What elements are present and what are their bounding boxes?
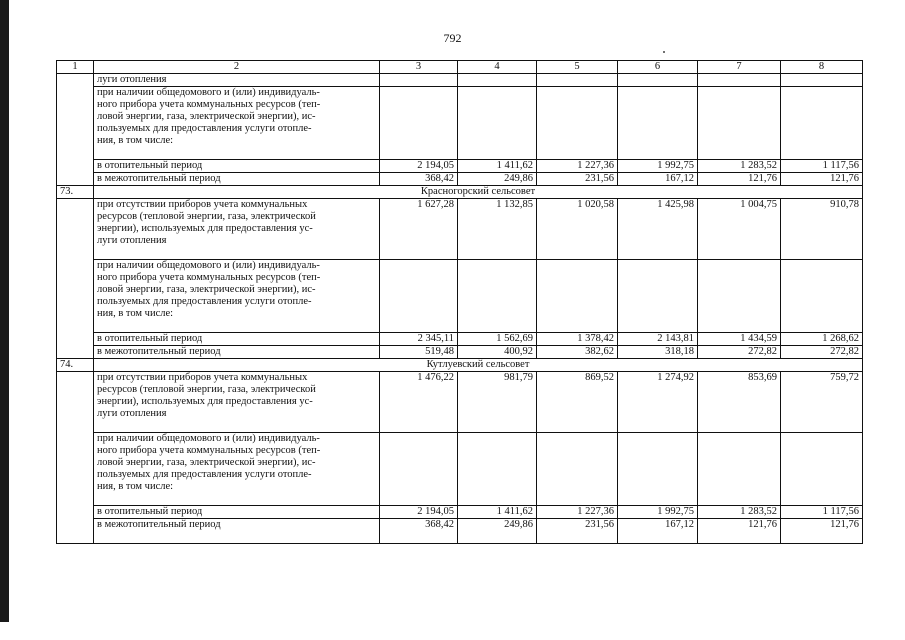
value-cell: 121,76 (698, 519, 781, 544)
row-label: в отопительный период (94, 160, 380, 173)
row-label: в отопительный период (94, 333, 380, 346)
section-title: Красногорский сельсовет (94, 186, 863, 199)
row-label: в отопительный период (94, 506, 380, 519)
table-row (57, 260, 863, 333)
column-header: 4 (458, 61, 537, 74)
value-cell: 1 227,36 (537, 160, 618, 173)
value-cell: 1 117,56 (781, 160, 863, 173)
table-row (57, 372, 863, 433)
value-cell: 231,56 (537, 519, 618, 544)
row-label: при наличии общедомового и (или) индивидуаль- ного прибора учета коммунальных ресурсов (теп- ловой энергии, газа, электрической энергии), ис- пользуемых для предоставления услуги отопле- ния, в том числе: (94, 433, 380, 506)
value-cell: 1 274,92 (618, 372, 698, 433)
value-cell: 1 132,85 (458, 199, 537, 260)
value-cell: 1 562,69 (458, 333, 537, 346)
value-cell: 1 283,52 (698, 160, 781, 173)
value-cell: 981,79 (458, 372, 537, 433)
value-cell: 1 004,75 (698, 199, 781, 260)
row-label: при отсутствии приборов учета коммунальных ресурсов (тепловой энергии, газа, электрической энергии), используемых для предоставления ус- луги отопления (94, 199, 380, 260)
value-cell: 231,56 (537, 173, 618, 186)
value-cell: 272,82 (698, 346, 781, 359)
value-cell: 1 227,36 (537, 506, 618, 519)
row-label: в межотопительный период (94, 346, 380, 359)
value-cell: 2 194,05 (380, 506, 458, 519)
value-cell: 759,72 (781, 372, 863, 433)
value-cell: 1 020,58 (537, 199, 618, 260)
row-number (57, 199, 94, 359)
value-cell: 1 992,75 (618, 506, 698, 519)
value-cell: 318,18 (618, 346, 698, 359)
value-cell: 1 476,22 (380, 372, 458, 433)
row-label: луги отопления (94, 74, 380, 87)
value-cell: 121,76 (781, 519, 863, 544)
section-title: Кутлуевский сельсовет (94, 359, 863, 372)
column-header: 5 (537, 61, 618, 74)
row-label: при наличии общедомового и (или) индивидуаль- ного прибора учета коммунальных ресурсов (теп- ловой энергии, газа, электрической энергии), ис- пользуемых для предоставления услуги отопле- ния, в том числе: (94, 87, 380, 160)
value-cell: 1 268,62 (781, 333, 863, 346)
value-cell: 249,86 (458, 173, 537, 186)
row-label: в межотопительный период (94, 519, 380, 544)
value-cell: 272,82 (781, 346, 863, 359)
value-cell: 519,48 (380, 346, 458, 359)
table-row (57, 346, 863, 359)
value-cell: 368,42 (380, 519, 458, 544)
value-cell: 382,62 (537, 346, 618, 359)
value-cell: 1 283,52 (698, 506, 781, 519)
value-cell: 910,78 (781, 199, 863, 260)
value-cell: 121,76 (781, 173, 863, 186)
table-row (57, 333, 863, 346)
value-cell: 368,42 (380, 173, 458, 186)
table-row (57, 433, 863, 506)
table-row (57, 173, 863, 186)
value-cell: 853,69 (698, 372, 781, 433)
value-cell: 2 345,11 (380, 333, 458, 346)
value-cell: 1 117,56 (781, 506, 863, 519)
value-cell: 167,12 (618, 173, 698, 186)
value-cell: 1 425,98 (618, 199, 698, 260)
scan-edge-bar (0, 0, 9, 622)
value-cell: 167,12 (618, 519, 698, 544)
value-cell: 1 992,75 (618, 160, 698, 173)
value-cell: 1 411,62 (458, 506, 537, 519)
row-label: при наличии общедомового и (или) индивидуаль- ного прибора учета коммунальных ресурсов (теп- ловой энергии, газа, электрической энергии), ис- пользуемых для предоставления услуги отопле- ния, в том числе: (94, 260, 380, 333)
value-cell: 2 194,05 (380, 160, 458, 173)
column-header: 6 (618, 61, 698, 74)
value-cell: 1 627,28 (380, 199, 458, 260)
row-number: 73. (57, 186, 94, 199)
tariff-table (56, 60, 863, 544)
table-row (57, 199, 863, 260)
table-row (57, 74, 863, 87)
section-header-row (57, 186, 863, 199)
table-row (57, 519, 863, 544)
value-cell: 1 378,42 (537, 333, 618, 346)
value-cell: 1 434,59 (698, 333, 781, 346)
table-row (57, 506, 863, 519)
row-number (57, 74, 94, 186)
value-cell: 400,92 (458, 346, 537, 359)
section-header-row (57, 359, 863, 372)
row-number: 74. (57, 359, 94, 372)
column-header: 1 (57, 61, 94, 74)
row-number (57, 372, 94, 544)
value-cell: 121,76 (698, 173, 781, 186)
row-label: при отсутствии приборов учета коммунальных ресурсов (тепловой энергии, газа, электрической энергии), используемых для предоставления ус- луги отопления (94, 372, 380, 433)
scan-speck (663, 51, 665, 53)
page-number: 792 (443, 31, 462, 45)
table-row (57, 87, 863, 160)
column-header: 7 (698, 61, 781, 74)
column-header: 3 (380, 61, 458, 74)
value-cell: 2 143,81 (618, 333, 698, 346)
value-cell: 249,86 (458, 519, 537, 544)
value-cell: 869,52 (537, 372, 618, 433)
value-cell: 1 411,62 (458, 160, 537, 173)
column-number-row (57, 61, 863, 74)
table-row (57, 160, 863, 173)
column-header: 2 (94, 61, 380, 74)
row-label: в межотопительный период (94, 173, 380, 186)
column-header: 8 (781, 61, 863, 74)
